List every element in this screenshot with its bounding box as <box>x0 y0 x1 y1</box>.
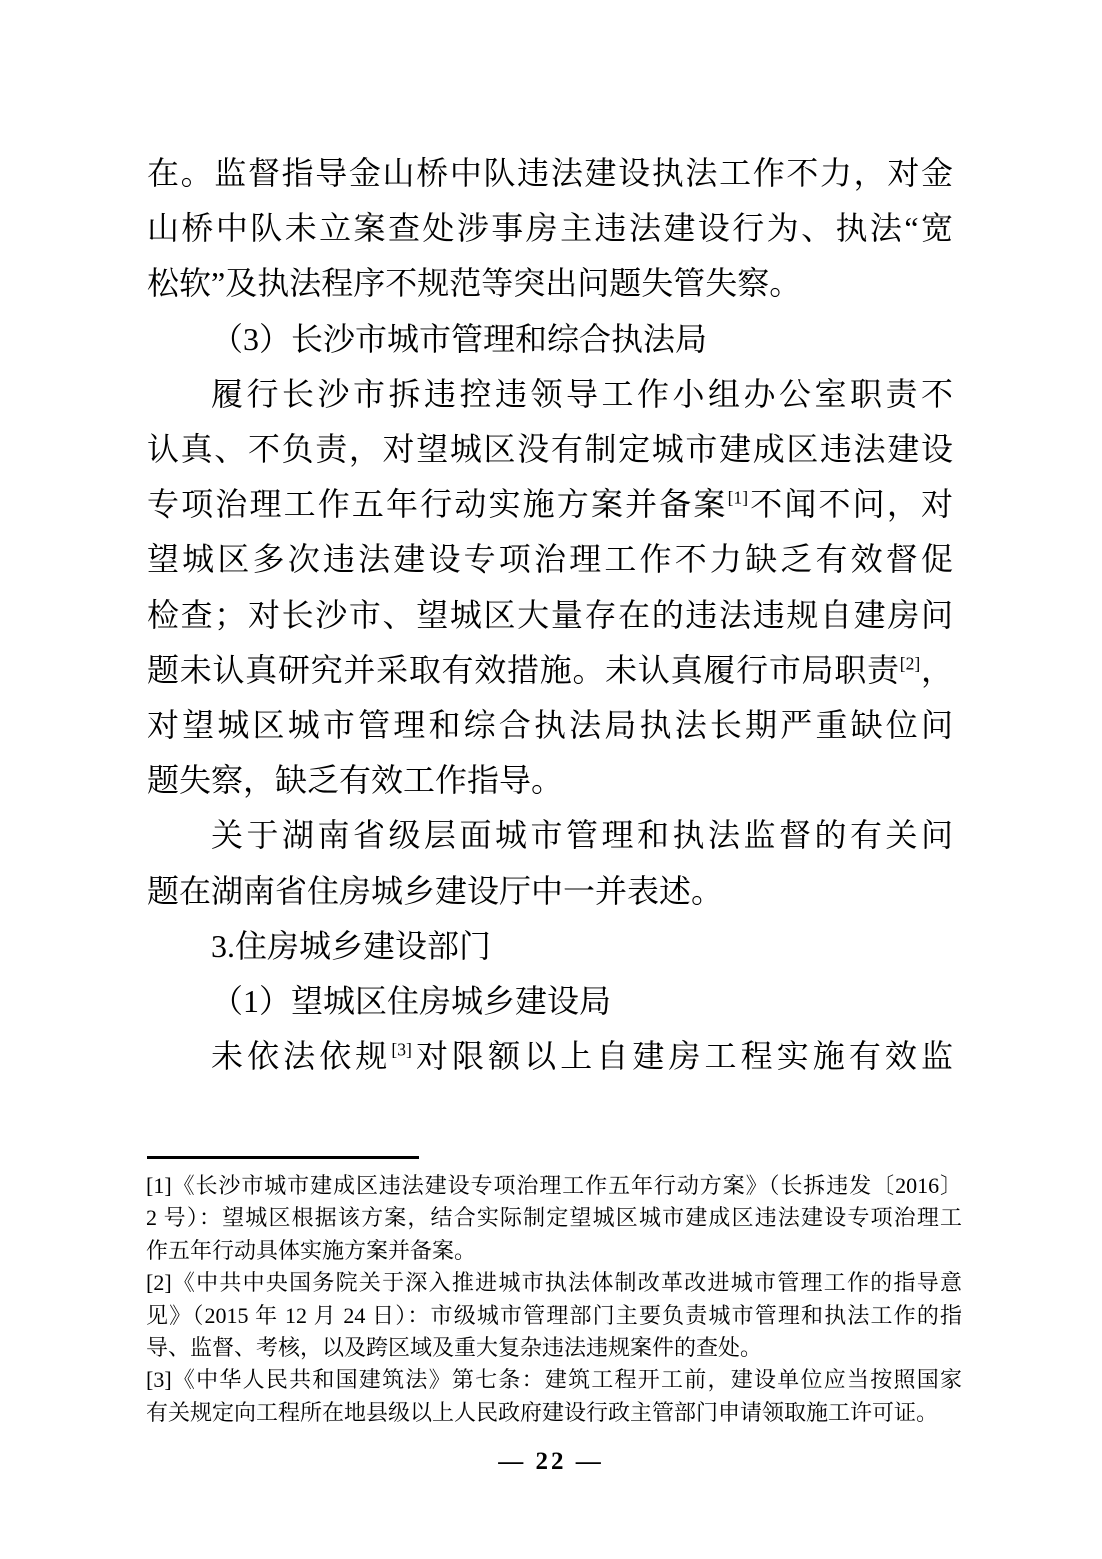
footnote-line: [3]《中华人民共和国建筑法》第七条：建筑工程开工前，建设单位应当按照国家 <box>146 1367 962 1393</box>
footnote-line: [1]《长沙市城市建成区违法建设专项治理工作五年行动方案》（长拆违发〔2016〕 <box>146 1173 962 1198</box>
body-line: 检查；对长沙市、望城区大量存在的违法违规自建房问 <box>147 596 953 633</box>
footnote-line: 2 号）：望城区根据该方案，结合实际制定望城区城市建成区违法建设专项治理工 <box>146 1205 962 1231</box>
body-line: 认真、不负责，对望城区没有制定城市建成区违法建设 <box>147 431 953 468</box>
body-line-heading: （3）长沙市城市管理和综合执法局 <box>211 320 708 357</box>
body-line: 题在湖南省住房城乡建设厅中一并表述。 <box>147 872 724 909</box>
page-number: — 22 — <box>498 1448 604 1475</box>
footnote-separator <box>147 1156 419 1159</box>
body-line: 题未认真研究并采取有效措施。未认真履行市局职责[2]， <box>147 651 953 688</box>
footnote-line: 作五年行动具体实施方案并备案。 <box>146 1237 477 1263</box>
footnote-line: 见》（2015 年 12 月 24 日）：市级城市管理部门主要负责城市管理和执法工作的指 <box>146 1302 962 1328</box>
body-line: 松软”及执法程序不规范等突出问题失管失察。 <box>147 265 802 302</box>
footnote-line: 有关规定向工程所在地县级以上人民政府建设行政主管部门申请领取施工许可证。 <box>146 1399 939 1425</box>
body-line: 望城区多次违法建设专项治理工作不力缺乏有效督促 <box>147 541 953 578</box>
body-line: 履行长沙市拆违控违领导工作小组办公室职责不 <box>211 375 953 412</box>
body-line-heading: （1）望城区住房城乡建设局 <box>211 983 612 1020</box>
footnote-line: [2]《中共中央国务院关于深入推进城市执法体制改革改进城市管理工作的指导意 <box>146 1270 962 1296</box>
footnote-line: 导、监督、考核，以及跨区域及重大复杂违法违规案件的查处。 <box>146 1335 763 1361</box>
body-line-heading: 3.住房城乡建设部门 <box>211 927 492 964</box>
body-line: 对望城区城市管理和综合执法局执法长期严重缺位问 <box>147 707 953 744</box>
body-line: 题失察，缺乏有效工作指导。 <box>147 762 564 799</box>
body-line: 在。监督指导金山桥中队违法建设执法工作不力，对金 <box>147 155 953 191</box>
body-text <box>147 146 953 1084</box>
body-line: 关于湖南省级层面城市管理和执法监督的有关问 <box>211 817 953 854</box>
body-line: 未依法依规[3]对限额以上自建房工程实施有效监 <box>211 1038 953 1075</box>
body-line: 专项治理工作五年行动实施方案并备案[1]不闻不问，对 <box>147 486 953 523</box>
body-line: 山桥中队未立案查处涉事房主违法建设行为、执法“宽 <box>147 210 953 247</box>
footnotes <box>146 1170 962 1429</box>
